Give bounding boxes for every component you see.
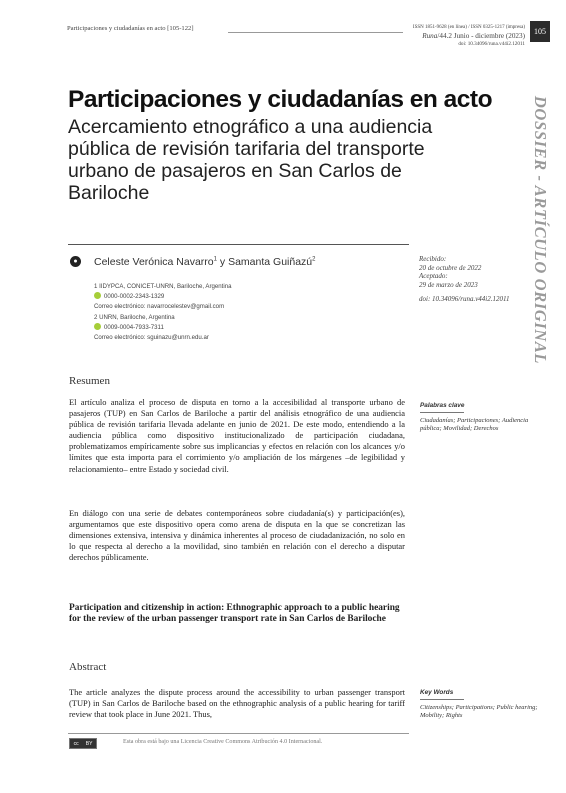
author-2-sup: 2 — [312, 256, 316, 263]
resumen-heading: Resumen — [69, 375, 110, 387]
cc-label: cc — [73, 740, 79, 747]
email: Correo electrónico: navarrocelestev@gmail.com — [94, 303, 225, 311]
received-date: 20 de octubre de 2022 — [419, 263, 482, 272]
title-rule — [68, 244, 409, 245]
author-list — [94, 256, 316, 268]
sidebar-doi[interactable]: doi: 10.34096/runa.v44i2.12011 — [419, 295, 510, 304]
orcid-id[interactable]: 0000-0002-2343-1329 — [104, 293, 165, 301]
keywords-title: Key Words — [420, 689, 454, 696]
abstract-heading: Abstract — [69, 661, 107, 673]
section-label-container — [480, 95, 566, 365]
license-text: Esta obra está bajo una Licencia Creative Commons Atribución 4.0 Internacional. — [123, 739, 323, 745]
header-doi: doi: 10.34096/runa.v44i2.12011 — [458, 41, 525, 47]
palabras-clave-box — [420, 402, 540, 433]
article-title: Participaciones y ciudadanías en acto — [68, 86, 493, 113]
palabras-clave-terms: Ciudadanías; Participaciones; Audiencia pública; Movilidad; Derechos — [420, 417, 529, 432]
abstract-paragraph-1: The article analyzes the dispute process around the accessibility to urban passenger transport (TUP) in San Carlos de Bariloche based on the ethnographic analysis of a public hearing for tariff review that took place in June 2021. Thus, — [69, 687, 405, 720]
accepted-label: Aceptado: — [419, 272, 448, 281]
affiliation-line: 2 UNRN, Bariloche, Argentina — [94, 314, 175, 321]
article-dates — [419, 255, 539, 304]
cc-by-badge[interactable] — [69, 738, 97, 749]
orcid-icon — [94, 292, 101, 299]
journal-issue — [405, 32, 525, 40]
keywords-box — [420, 689, 540, 720]
author-1-sup: 1 — [213, 256, 217, 263]
running-header: Participaciones y ciudadanías en acto [105-122] — [67, 25, 194, 32]
footer-rule — [68, 733, 409, 734]
author-joiner: y — [217, 256, 229, 268]
header-rule — [228, 32, 403, 33]
email: Correo electrónico: sguinazu@unrn.edu.ar — [94, 334, 209, 342]
page-number: 105 — [530, 21, 550, 42]
keywords-rule — [420, 699, 464, 700]
author-2: Samanta Guiñazú — [228, 256, 313, 268]
palabras-clave-title: Palabras clave — [420, 402, 465, 409]
issue-info: /44.2 Junio - diciembre (2023) — [437, 32, 525, 40]
by-label: BY — [85, 740, 93, 747]
issn: ISSN 1851-9628 (en línea) / ISSN 0325-1217 (impresa) — [412, 25, 525, 30]
keywords-terms: Citizenships; Participations; Public hearing; Mobility; Rights — [420, 704, 538, 719]
author-1: Celeste Verónica Navarro — [94, 256, 214, 268]
received-label: Recibido: — [419, 255, 447, 263]
journal-name: Runa — [422, 32, 438, 40]
orcid-id[interactable]: 0009-0004-7933-7311 — [104, 324, 164, 332]
author-icon: ● — [70, 256, 81, 267]
resumen-paragraph-2: En diálogo con una serie de debates contemporáneos sobre ciudadanía(s) y participación(es), argumentamos que este dispositivo opera como arena de disputa en la que se concretizan las dimensiones extensiva, intensiva y dinámica inherentes al proceso de ciudadanización, no solo en lo que respecta al derecho a la movilidad, sino también en relación con el derecho a disputar derechos públicamente. — [69, 508, 405, 563]
resumen-paragraph-1: El artículo analiza el proceso de disputa en torno a la accesibilidad al transporte urbano de pasajeros (TUP) en San Carlos de Bariloche a partir del análisis etnográfico de una audiencia pública de revisión tarifaria llevada adelante en junio de 2021. De este modo, entendiendo a la audiencia pública como dispositivo institucionalizado de participación ciudadana, problematizamos empíricamente sobre sus implicancias y efectos en relación con los alcances y/o límites que esta importa para el corrimiento y/o ampliación de los márgenes –de legibilidad y relacionamiento– entre Estado y sociedad civil. — [69, 397, 405, 474]
accepted-date: 29 de marzo de 2023 — [419, 280, 478, 289]
english-title: Participation and citizenship in action: Ethnographic approach to a public hearing for the review of the urban passenger transport rate in San Carlos de Bariloche — [69, 603, 400, 625]
orcid-icon — [94, 323, 101, 330]
article-subtitle: Acercamiento etnográfico a una audiencia pública de revisión tarifaria del transporte urbano de pasajeros en San Carlos de Bariloche — [68, 116, 433, 204]
affiliation-2 — [94, 313, 209, 343]
palabras-clave-rule — [420, 412, 464, 413]
affiliation-1 — [94, 282, 232, 312]
journal-info — [405, 24, 525, 48]
section-label: DOSSIER - ARTÍCULO ORIGINAL — [531, 95, 550, 365]
affiliation-line: 1 IIDYPCA, CONICET-UNRN, Bariloche, Argentina — [94, 283, 232, 290]
